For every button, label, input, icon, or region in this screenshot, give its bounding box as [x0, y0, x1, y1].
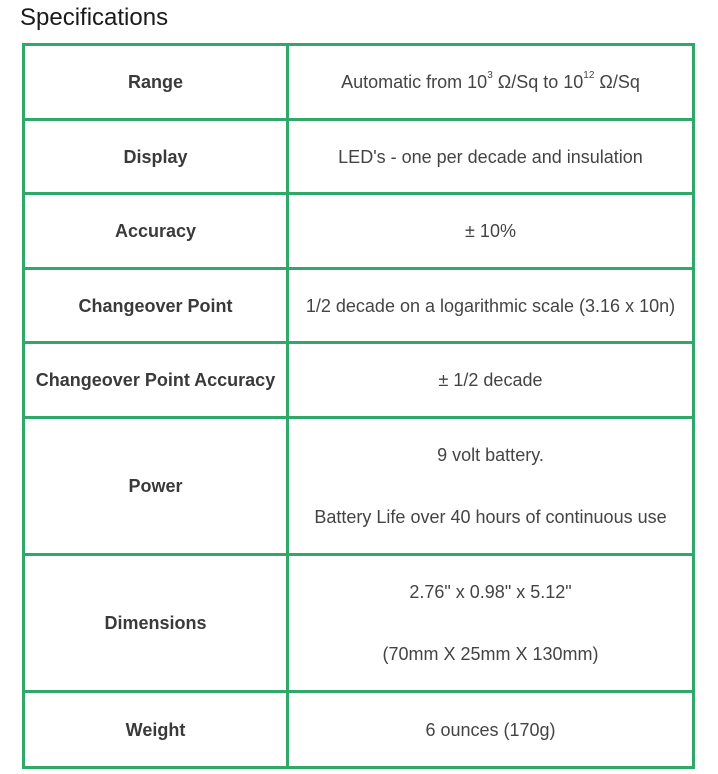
range-exponent-max: 12: [583, 70, 595, 81]
display-value: LED's - one per decade and insulation: [288, 120, 694, 194]
range-value-prefix: Automatic from 10: [341, 72, 488, 92]
dimensions-value-line-1: 2.76" x 0.98" x 5.12": [409, 582, 572, 602]
range-label: Range: [24, 45, 288, 120]
table-row-range: [24, 45, 694, 120]
table-row-display: [24, 120, 694, 194]
table-row-accuracy: [24, 194, 694, 269]
range-exponent-min: 3: [487, 70, 493, 81]
power-label: Power: [24, 418, 288, 555]
table-row-changeover-point: [24, 269, 694, 343]
table-row-dimensions: [24, 555, 694, 692]
changeover-accuracy-value: ± 1/2 decade: [288, 343, 694, 418]
dimensions-value-line-2: (70mm X 25mm X 130mm): [382, 644, 599, 664]
specifications-table: [22, 43, 695, 769]
range-value: [288, 45, 694, 120]
range-value-middle: Ω/Sq to 10: [492, 72, 584, 92]
power-value: [288, 418, 694, 555]
display-label: Display: [24, 120, 288, 194]
table-row-power: [24, 418, 694, 555]
changeover-point-value: 1/2 decade on a logarithmic scale (3.16 x 10n): [288, 269, 694, 343]
changeover-point-label: Changeover Point: [24, 269, 288, 343]
table-row-changeover-accuracy: [24, 343, 694, 418]
range-value-suffix: Ω/Sq: [594, 72, 640, 92]
accuracy-label: Accuracy: [24, 194, 288, 269]
weight-label: Weight: [24, 692, 288, 768]
weight-value: 6 ounces (170g): [288, 692, 694, 768]
dimensions-label: Dimensions: [24, 555, 288, 692]
page-title: Specifications: [20, 4, 169, 31]
power-value-line-1: 9 volt battery.: [437, 445, 544, 465]
table-row-weight: [24, 692, 694, 768]
dimensions-value: [288, 555, 694, 692]
accuracy-value: ± 10%: [288, 194, 694, 269]
power-value-line-2: Battery Life over 40 hours of continuous use: [314, 507, 667, 527]
changeover-accuracy-label: Changeover Point Accuracy: [24, 343, 288, 418]
